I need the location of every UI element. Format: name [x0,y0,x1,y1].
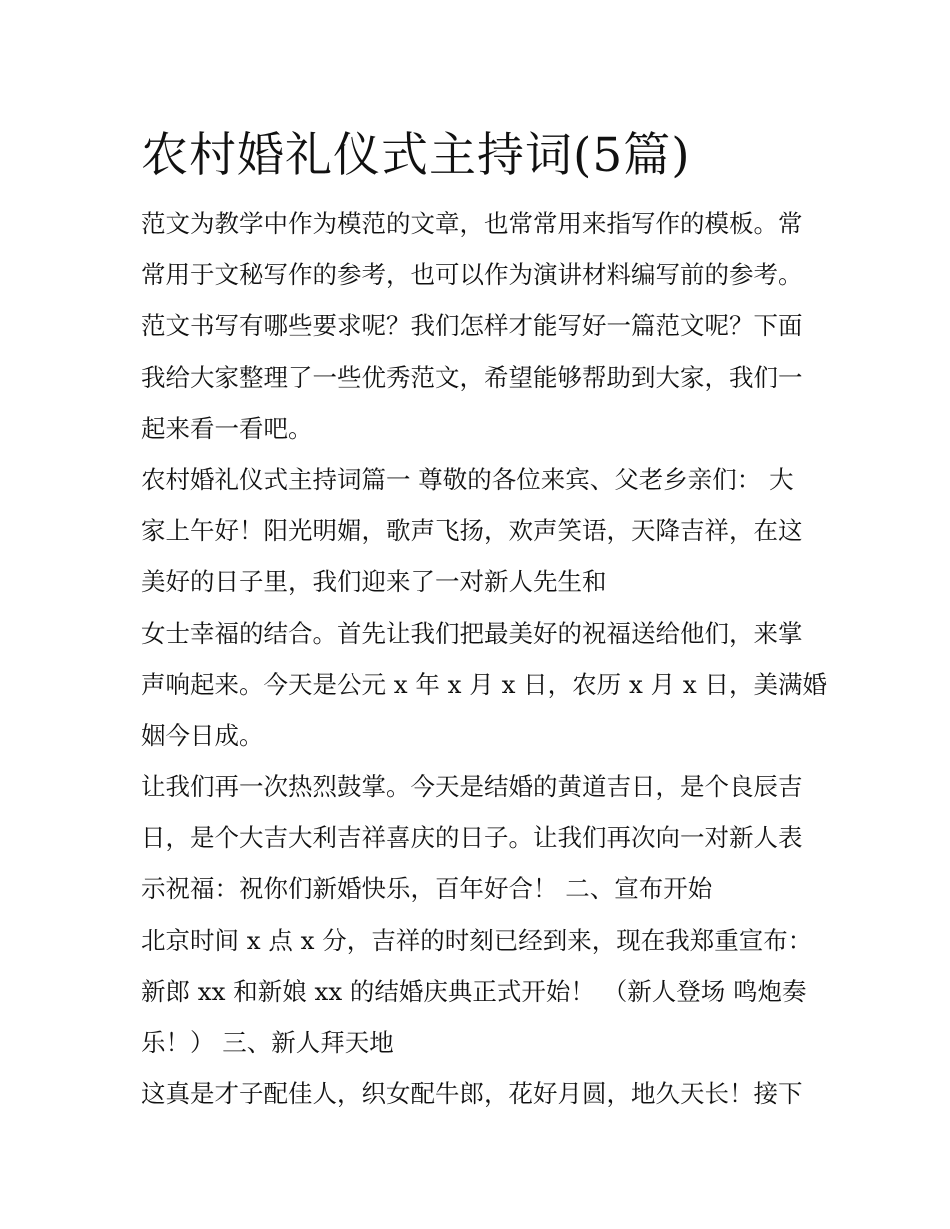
body-line: 姻今日成。 [141,720,264,750]
body-line: 乐！） 三、新人拜天地 [141,1028,394,1057]
body-line: 声响起来。今天是公元 x 年 x 月 x 日，农历 x 月 x 日，美满婚 [141,669,827,699]
body-line: 我给大家整理了一些优秀范文，希望能够帮助到大家，我们一 [141,362,803,392]
body-line: 这真是才子配佳人，织女配牛郎，花好月圆，地久天长！接下 [141,1079,803,1109]
body-line: 起来看一看吧。 [141,413,313,443]
body-line: 女士幸福的结合。首先让我们把最美好的祝福送给他们，来掌 [141,618,803,648]
body-line: 示祝福：祝你们新婚快乐，百年好合！ 二、宣布开始 [141,874,713,904]
body-line: 常用于文秘写作的参考，也可以作为演讲材料编写前的参考。 [141,260,803,290]
document-title: 农村婚礼仪式主持词(5篇) [141,128,691,183]
body-line: 农村婚礼仪式主持词篇一 尊敬的各位来宾、父老乡亲们： 大 [141,464,794,494]
document-body [141,198,827,1119]
body-line: 让我们再一次热烈鼓掌。今天是结婚的黄道吉日，是个良辰吉 [141,772,803,802]
body-line: 北京时间 x 点 x 分，吉祥的时刻已经到来，现在我郑重宣布： [141,925,813,955]
body-line: 日，是个大吉大利吉祥喜庆的日子。让我们再次向一对新人表 [141,823,803,853]
body-line: 范文为教学中作为模范的文章，也常常用来指写作的模板。常 [141,209,803,238]
body-line: 新郎 xx 和新娘 xx 的结婚庆典正式开始！ （新人登场 鸣炮奏 [141,976,807,1006]
body-line: 范文书写有哪些要求呢？我们怎样才能写好一篇范文呢？下面 [141,311,803,341]
body-line: 美好的日子里，我们迎来了一对新人先生和 [141,567,607,597]
body-line: 家上午好！阳光明媚，歌声飞扬，欢声笑语，天降吉祥，在这 [141,516,803,546]
